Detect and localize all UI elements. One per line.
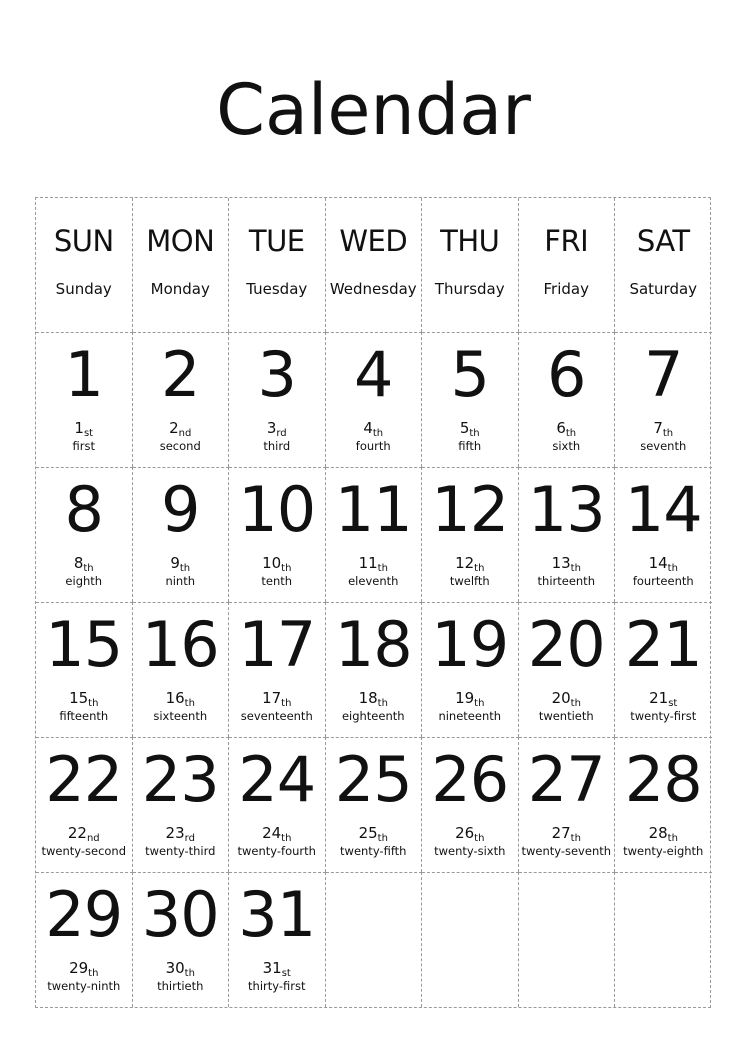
ordinal-suffix: th — [88, 698, 99, 709]
ordinal-number: 27 — [551, 824, 571, 842]
date-word: twenty-ninth — [47, 979, 121, 993]
date-ordinal — [422, 689, 518, 707]
date-ordinal — [36, 959, 132, 977]
date-cell — [326, 332, 423, 467]
date-word: twenty-eighth — [623, 844, 704, 858]
ordinal-number: 18 — [358, 689, 378, 707]
ordinal-number: 6 — [556, 419, 566, 437]
date-cell — [229, 737, 326, 872]
date-number: 31 — [238, 878, 316, 951]
date-ordinal — [422, 824, 518, 842]
date-ordinal — [519, 419, 615, 437]
date-ordinal — [229, 554, 325, 572]
date-word: nineteenth — [438, 709, 502, 723]
date-number: 21 — [624, 608, 702, 681]
date-cell — [615, 602, 712, 737]
date-number: 13 — [527, 473, 605, 546]
date-number: 9 — [161, 473, 200, 546]
ordinal-suffix: th — [184, 698, 195, 709]
date-word: twenty-seventh — [521, 844, 612, 858]
weekday-abbr: WED — [339, 224, 408, 258]
date-ordinal — [519, 824, 615, 842]
ordinal-suffix: th — [281, 833, 292, 844]
date-cell — [133, 737, 230, 872]
ordinal-suffix: th — [83, 563, 94, 574]
ordinal-number: 26 — [455, 824, 475, 842]
weekday-full: Thursday — [434, 280, 505, 298]
date-cell — [326, 467, 423, 602]
date-ordinal — [615, 689, 712, 707]
ordinal-number: 1 — [74, 419, 84, 437]
date-ordinal — [133, 689, 229, 707]
date-ordinal — [133, 419, 229, 437]
calendar-grid — [35, 197, 711, 1008]
ordinal-suffix: th — [179, 563, 191, 574]
date-number: 24 — [238, 743, 316, 816]
date-number: 28 — [624, 743, 702, 816]
date-cell — [422, 602, 519, 737]
date-ordinal — [519, 689, 615, 707]
date-word: tenth — [261, 574, 293, 588]
ordinal-number: 21 — [649, 689, 669, 707]
date-word: twenty-third — [145, 844, 216, 858]
date-cell — [229, 872, 326, 1007]
date-number: 8 — [64, 473, 103, 546]
date-cell — [36, 872, 133, 1007]
date-number: 29 — [45, 878, 123, 951]
date-word: twenty-first — [630, 709, 697, 723]
date-ordinal — [519, 554, 615, 572]
ordinal-number: 2 — [169, 419, 179, 437]
date-word: twenty-sixth — [434, 844, 506, 858]
date-number: 30 — [141, 878, 219, 951]
ordinal-suffix: th — [474, 833, 485, 844]
date-cell — [615, 332, 712, 467]
ordinal-suffix: th — [377, 833, 388, 844]
date-ordinal — [229, 419, 325, 437]
date-cell — [326, 737, 423, 872]
weekday-full: Tuesday — [246, 280, 308, 298]
date-number: 6 — [547, 338, 586, 411]
week-row — [36, 332, 710, 467]
date-cell — [519, 332, 616, 467]
date-word: fourteenth — [632, 574, 694, 588]
weekday-abbr: FRI — [544, 224, 589, 258]
date-number: 5 — [450, 338, 489, 411]
empty-cell — [326, 872, 423, 1007]
weekday-cell — [422, 198, 519, 332]
weekday-cell — [519, 198, 616, 332]
ordinal-suffix: st — [668, 698, 678, 709]
ordinal-suffix: nd — [86, 833, 100, 844]
weekday-full: Friday — [543, 280, 589, 298]
ordinal-suffix: th — [281, 698, 292, 709]
page-title: Calendar — [216, 69, 531, 151]
date-cell — [422, 737, 519, 872]
date-word: thirty-first — [248, 979, 306, 993]
ordinal-number: 5 — [459, 419, 470, 437]
date-cell — [615, 737, 712, 872]
date-cell — [229, 332, 326, 467]
date-cell — [133, 332, 230, 467]
date-ordinal — [326, 419, 422, 437]
date-number: 1 — [64, 338, 103, 411]
date-number: 2 — [161, 338, 200, 411]
date-word: twenty-fifth — [340, 844, 407, 858]
date-number: 3 — [257, 338, 296, 411]
date-number: 22 — [45, 743, 123, 816]
date-ordinal — [326, 824, 422, 842]
ordinal-number: 22 — [67, 824, 87, 842]
date-number: 25 — [334, 743, 412, 816]
ordinal-number: 31 — [262, 959, 282, 977]
ordinal-suffix: th — [372, 428, 384, 439]
ordinal-number: 17 — [262, 689, 282, 707]
date-ordinal — [422, 419, 518, 437]
date-ordinal — [133, 554, 229, 572]
date-ordinal — [36, 419, 132, 437]
weekday-cell — [36, 198, 133, 332]
ordinal-number: 30 — [165, 959, 185, 977]
weekday-full: Monday — [150, 280, 210, 298]
date-word: twentieth — [538, 709, 594, 723]
weekday-cell — [133, 198, 230, 332]
ordinal-number: 20 — [551, 689, 571, 707]
ordinal-suffix: th — [281, 563, 292, 574]
ordinal-number: 9 — [170, 554, 180, 572]
ordinal-number: 8 — [73, 554, 84, 572]
date-word: seventh — [640, 439, 687, 453]
date-ordinal — [615, 419, 712, 437]
ordinal-suffix: th — [570, 698, 581, 709]
date-cell — [133, 602, 230, 737]
weekday-abbr: MON — [146, 224, 215, 258]
date-word: eighth — [65, 574, 103, 588]
date-number: 14 — [624, 473, 702, 546]
ordinal-number: 7 — [653, 419, 663, 437]
ordinal-suffix: th — [377, 563, 388, 574]
date-cell — [519, 737, 616, 872]
date-ordinal — [229, 959, 325, 977]
date-cell — [422, 467, 519, 602]
date-word: fourth — [355, 439, 391, 453]
date-ordinal — [326, 689, 422, 707]
date-word: thirteenth — [537, 574, 595, 588]
date-ordinal — [615, 824, 712, 842]
ordinal-suffix: th — [667, 563, 678, 574]
weekday-full: Wednesday — [329, 280, 417, 298]
date-word: sixteenth — [153, 709, 208, 723]
date-cell — [36, 467, 133, 602]
ordinal-number: 19 — [455, 689, 475, 707]
date-cell — [519, 602, 616, 737]
ordinal-suffix: st — [281, 968, 291, 979]
ordinal-number: 24 — [262, 824, 282, 842]
date-word: thirtieth — [157, 979, 204, 993]
ordinal-number: 29 — [69, 959, 89, 977]
ordinal-suffix: rd — [184, 833, 195, 844]
date-number: 17 — [238, 608, 316, 681]
date-ordinal — [36, 824, 132, 842]
ordinal-number: 3 — [266, 419, 277, 437]
ordinal-number: 13 — [551, 554, 571, 572]
date-number: 10 — [238, 473, 316, 546]
date-number: 12 — [431, 473, 509, 546]
weekday-cell — [326, 198, 423, 332]
empty-cell — [422, 872, 519, 1007]
date-cell — [615, 467, 712, 602]
week-row — [36, 467, 710, 602]
ordinal-number: 10 — [262, 554, 282, 572]
ordinal-suffix: th — [565, 428, 577, 439]
date-cell — [36, 332, 133, 467]
date-number: 16 — [141, 608, 219, 681]
date-word: twelfth — [449, 574, 490, 588]
date-word: sixth — [552, 439, 581, 453]
ordinal-number: 23 — [165, 824, 185, 842]
date-ordinal — [36, 689, 132, 707]
ordinal-suffix: th — [570, 833, 581, 844]
empty-cell — [519, 872, 616, 1007]
ordinal-suffix: th — [474, 563, 485, 574]
date-cell — [36, 737, 133, 872]
ordinal-suffix: rd — [276, 428, 287, 439]
date-word: ninth — [165, 574, 196, 588]
date-number: 26 — [431, 743, 509, 816]
date-ordinal — [326, 554, 422, 572]
weekday-abbr: SAT — [636, 224, 690, 258]
date-number: 15 — [45, 608, 123, 681]
date-cell — [422, 332, 519, 467]
date-ordinal — [615, 554, 712, 572]
ordinal-suffix: th — [570, 563, 581, 574]
week-row — [36, 872, 710, 1007]
weeks-container — [36, 332, 710, 1007]
ordinal-number: 16 — [165, 689, 185, 707]
date-word: fifteenth — [59, 709, 109, 723]
date-cell — [36, 602, 133, 737]
date-ordinal — [36, 554, 132, 572]
ordinal-suffix: th — [667, 833, 678, 844]
ordinal-suffix: st — [83, 428, 94, 439]
empty-cell — [615, 872, 712, 1007]
date-number: 7 — [644, 338, 683, 411]
weekday-abbr: TUE — [248, 224, 305, 258]
date-ordinal — [422, 554, 518, 572]
ordinal-number: 15 — [69, 689, 89, 707]
date-ordinal — [229, 689, 325, 707]
date-cell — [133, 467, 230, 602]
ordinal-suffix: th — [88, 968, 99, 979]
ordinal-number: 28 — [648, 824, 668, 842]
date-word: twenty-fourth — [237, 844, 316, 858]
weekday-header-row — [36, 198, 710, 332]
date-word: third — [263, 439, 291, 453]
date-number: 19 — [431, 608, 509, 681]
date-cell — [229, 467, 326, 602]
ordinal-number: 14 — [648, 554, 668, 572]
date-word: fifth — [458, 439, 482, 453]
ordinal-number: 4 — [363, 419, 373, 437]
weekday-abbr: THU — [440, 224, 500, 258]
ordinal-number: 11 — [358, 554, 378, 572]
date-ordinal — [229, 824, 325, 842]
weekday-abbr: SUN — [53, 224, 114, 258]
date-cell — [229, 602, 326, 737]
weekday-full: Sunday — [55, 280, 112, 298]
weekday-cell — [229, 198, 326, 332]
ordinal-suffix: th — [184, 968, 195, 979]
date-number: 20 — [527, 608, 605, 681]
date-number: 27 — [527, 743, 605, 816]
weekday-full: Saturday — [629, 280, 698, 298]
ordinal-suffix: th — [474, 698, 485, 709]
date-number: 23 — [141, 743, 219, 816]
date-word: eighteenth — [341, 709, 405, 723]
date-word: twenty-second — [41, 844, 127, 858]
date-cell — [326, 602, 423, 737]
date-word: first — [72, 439, 95, 453]
date-word: second — [159, 439, 201, 453]
date-number: 4 — [354, 338, 393, 411]
week-row — [36, 602, 710, 737]
ordinal-suffix: nd — [178, 428, 192, 439]
date-word: seventeenth — [240, 709, 313, 723]
ordinal-suffix: th — [469, 428, 480, 439]
weekday-cell — [615, 198, 712, 332]
date-cell — [133, 872, 230, 1007]
week-row — [36, 737, 710, 872]
date-number: 11 — [334, 473, 412, 546]
ordinal-number: 25 — [358, 824, 378, 842]
ordinal-number: 12 — [455, 554, 475, 572]
ordinal-suffix: th — [662, 428, 674, 439]
date-ordinal — [133, 959, 229, 977]
date-cell — [519, 467, 616, 602]
date-number: 18 — [334, 608, 412, 681]
ordinal-suffix: th — [377, 698, 388, 709]
date-word: eleventh — [348, 574, 399, 588]
date-ordinal — [133, 824, 229, 842]
